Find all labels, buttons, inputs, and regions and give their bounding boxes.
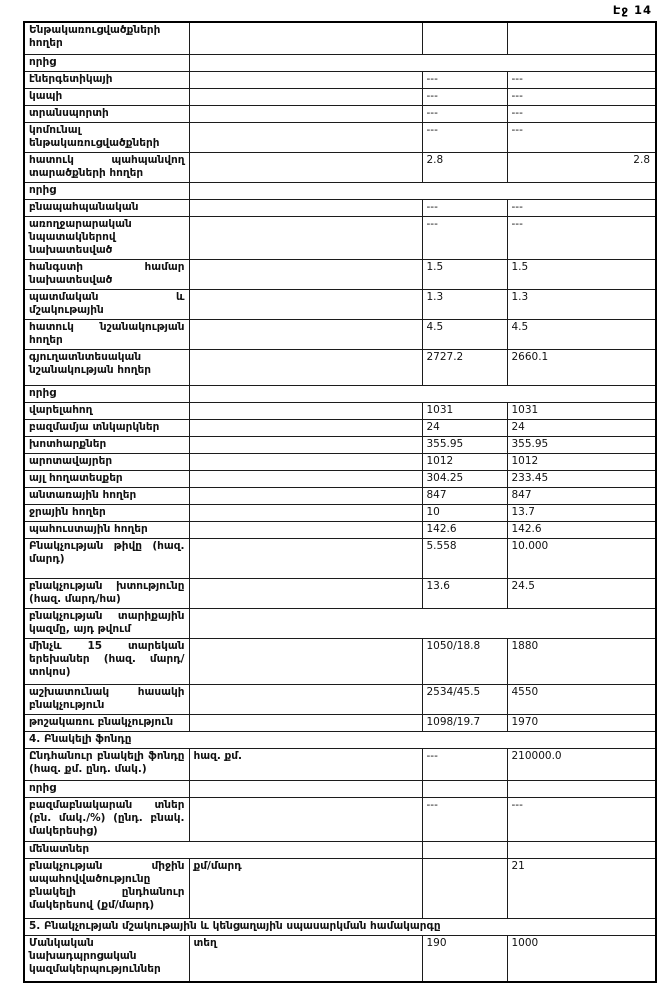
value1-cell: 847 — [422, 488, 507, 505]
row-label-cell: պահուստային հողեր — [24, 522, 189, 539]
row-label-cell: առողջարարական նպատակներով նախատեսված — [24, 217, 189, 260]
unit-cell — [189, 22, 422, 55]
table-row — [24, 183, 656, 200]
table-row — [24, 89, 656, 106]
unit-cell — [189, 106, 422, 123]
value2-cell: 24.5 — [507, 579, 656, 609]
row-label-cell: բազմամյա տնկարկներ — [24, 420, 189, 437]
merged-empty-cell — [189, 609, 656, 639]
value2-cell: --- — [507, 217, 656, 260]
value2-cell: --- — [507, 106, 656, 123]
table-row — [24, 781, 656, 798]
table-row — [24, 539, 656, 579]
land-use-document-table — [23, 21, 657, 983]
row-label-cell: բնակչության խտությունը (հազ. մարդ/հա) — [24, 579, 189, 609]
table-body — [24, 22, 656, 982]
row-label-cell: տրանսպորտի — [24, 106, 189, 123]
row-label-cell: պատմական և մշակութային — [24, 290, 189, 320]
value1-cell: 2534/45.5 — [422, 685, 507, 715]
value2-cell: --- — [507, 123, 656, 153]
unit-cell — [189, 89, 422, 106]
unit-cell — [189, 437, 422, 454]
value1-cell: 190 — [422, 936, 507, 983]
value1-cell: --- — [422, 123, 507, 153]
row-label-cell: որից — [24, 183, 189, 200]
table-row — [24, 72, 656, 89]
value1-cell — [422, 842, 507, 859]
row-label-cell: վարելահող — [24, 403, 189, 420]
value1-cell — [422, 859, 507, 919]
row-label-cell: բնապահպանական — [24, 200, 189, 217]
unit-cell — [189, 579, 422, 609]
value1-cell: 2.8 — [422, 153, 507, 183]
value2-cell: 1.5 — [507, 260, 656, 290]
row-label-cell: բնակչության տարիքային կազմը, այդ թվում — [24, 609, 189, 639]
unit-cell — [189, 454, 422, 471]
table-row — [24, 260, 656, 290]
table-row — [24, 609, 656, 639]
value1-cell: --- — [422, 89, 507, 106]
table-row — [24, 55, 656, 72]
table-row — [24, 290, 656, 320]
value2-cell: --- — [507, 798, 656, 842]
table-row — [24, 403, 656, 420]
row-label-cell: կոմունալ ենթակառուցվածքների — [24, 123, 189, 153]
unit-cell — [189, 505, 422, 522]
value1-cell — [422, 22, 507, 55]
row-label-cell: որից — [24, 55, 189, 72]
value1-cell: --- — [422, 200, 507, 217]
unit-cell — [189, 200, 422, 217]
table-row — [24, 842, 656, 859]
table-row — [24, 217, 656, 260]
row-label-cell: մենատներ — [24, 842, 422, 859]
row-label-cell: Ընդհանուր բնակելի ֆոնդը (հազ. քմ. ընդ. մակ.) — [24, 749, 189, 781]
value1-cell: 355.95 — [422, 437, 507, 454]
value1-cell: --- — [422, 72, 507, 89]
row-label-cell: Բնակչության թիվը (հազ. մարդ) — [24, 539, 189, 579]
unit-cell: տեղ — [189, 936, 422, 983]
unit-cell — [189, 217, 422, 260]
table-row — [24, 715, 656, 732]
row-label-cell: Մանկական նախադպրոցական կազմակերպություններ — [24, 936, 189, 983]
row-label-cell: բազմաբնակարան տներ (բն. մակ./%) (ընդ. բնակ. մակերեսից) — [24, 798, 189, 842]
row-label-cell: որից — [24, 386, 189, 403]
value2-cell: --- — [507, 200, 656, 217]
unit-cell — [189, 522, 422, 539]
table-row — [24, 488, 656, 505]
value1-cell: 24 — [422, 420, 507, 437]
table-row — [24, 749, 656, 781]
value2-cell — [507, 22, 656, 55]
table-row — [24, 579, 656, 609]
table-row — [24, 919, 656, 936]
value1-cell: 1.3 — [422, 290, 507, 320]
table-row — [24, 859, 656, 919]
row-label-cell: հանգստի համար նախատեսված — [24, 260, 189, 290]
row-label-cell: հատուկ պահպանվող տարածքների հողեր — [24, 153, 189, 183]
value1-cell: 1050/18.8 — [422, 639, 507, 685]
table-row — [24, 471, 656, 488]
table-row — [24, 153, 656, 183]
page-number: Էջ 14 — [612, 3, 652, 17]
unit-cell — [189, 488, 422, 505]
table-row — [24, 437, 656, 454]
value2-cell: 1880 — [507, 639, 656, 685]
unit-cell — [189, 471, 422, 488]
table-row — [24, 386, 656, 403]
value1-cell: --- — [422, 217, 507, 260]
row-label-cell: այլ հողատեսքեր — [24, 471, 189, 488]
value1-cell: 10 — [422, 505, 507, 522]
unit-cell — [189, 72, 422, 89]
table-row — [24, 522, 656, 539]
value2-cell: 1970 — [507, 715, 656, 732]
row-label-cell: ջրային հողեր — [24, 505, 189, 522]
row-label-cell: գյուղատնտեսական նշանակության հողեր — [24, 350, 189, 386]
value1-cell: --- — [422, 749, 507, 781]
value2-cell: 210000.0 — [507, 749, 656, 781]
row-label-cell: աշխատունակ հասակի բնակչություն — [24, 685, 189, 715]
value1-cell: 304.25 — [422, 471, 507, 488]
section-header-cell: 5. Բնակչության մշակութային և կենցաղային սպասարկման համակարգը — [24, 919, 656, 936]
row-label-cell: Ենթակառուցվածքների հողեր — [24, 22, 189, 55]
table-row — [24, 639, 656, 685]
merged-empty-cell — [189, 386, 656, 403]
value1-cell: 5.558 — [422, 539, 507, 579]
unit-cell — [189, 420, 422, 437]
unit-cell — [189, 123, 422, 153]
unit-cell — [189, 639, 422, 685]
table-row — [24, 200, 656, 217]
value2-cell: 13.7 — [507, 505, 656, 522]
value2-cell: 4550 — [507, 685, 656, 715]
value2-cell: 2660.1 — [507, 350, 656, 386]
unit-cell — [189, 685, 422, 715]
table-row — [24, 798, 656, 842]
value1-cell: --- — [422, 798, 507, 842]
value1-cell: 1.5 — [422, 260, 507, 290]
row-label-cell: թոշակառու բնակչություն — [24, 715, 189, 732]
value1-cell — [422, 781, 507, 798]
value2-cell: --- — [507, 72, 656, 89]
table-row — [24, 320, 656, 350]
value1-cell: 1012 — [422, 454, 507, 471]
merged-empty-cell — [189, 55, 656, 72]
row-label-cell: կապի — [24, 89, 189, 106]
table-row — [24, 123, 656, 153]
section-header-cell: 4. Բնակելի ֆոնդը — [24, 732, 656, 749]
value2-cell: 21 — [507, 859, 656, 919]
value2-cell: 355.95 — [507, 437, 656, 454]
table-row — [24, 350, 656, 386]
row-label-cell: անտառային հողեր — [24, 488, 189, 505]
value1-cell: 142.6 — [422, 522, 507, 539]
unit-cell — [189, 798, 422, 842]
value1-cell: 4.5 — [422, 320, 507, 350]
value1-cell: 13.6 — [422, 579, 507, 609]
row-label-cell: էներգետիկայի — [24, 72, 189, 89]
row-label-cell: խոտհարքներ — [24, 437, 189, 454]
value2-cell: --- — [507, 89, 656, 106]
unit-cell — [189, 539, 422, 579]
unit-cell — [189, 715, 422, 732]
unit-cell — [189, 290, 422, 320]
value1-cell: --- — [422, 106, 507, 123]
unit-cell — [189, 781, 422, 798]
value2-cell: 2.8 — [507, 153, 656, 183]
row-label-cell: հատուկ նշանակության հողեր — [24, 320, 189, 350]
unit-cell — [189, 153, 422, 183]
value1-cell: 1098/19.7 — [422, 715, 507, 732]
unit-cell — [189, 403, 422, 420]
table-row — [24, 732, 656, 749]
row-label-cell: մինչև 15 տարեկան երեխաներ (հազ. մարդ/տոկոս) — [24, 639, 189, 685]
value2-cell: 1.3 — [507, 290, 656, 320]
value2-cell: 24 — [507, 420, 656, 437]
value2-cell: 847 — [507, 488, 656, 505]
value2-cell: 1012 — [507, 454, 656, 471]
row-label-cell: բնակչության միջին ապահովվածությունը բնակելի ընդհանուր մակերեսով (քմ/մարդ) — [24, 859, 189, 919]
value2-cell: 233.45 — [507, 471, 656, 488]
table-row — [24, 936, 656, 983]
row-label-cell: արոտավայրեր — [24, 454, 189, 471]
value2-cell: 4.5 — [507, 320, 656, 350]
unit-cell — [189, 260, 422, 290]
table-row — [24, 22, 656, 55]
unit-cell — [189, 350, 422, 386]
value2-cell: 142.6 — [507, 522, 656, 539]
row-label-cell: որից — [24, 781, 189, 798]
value2-cell — [507, 781, 656, 798]
value2-cell: 1031 — [507, 403, 656, 420]
table-row — [24, 505, 656, 522]
unit-cell: հազ. քմ. — [189, 749, 422, 781]
unit-cell: քմ/մարդ — [189, 859, 422, 919]
value2-cell: 10.000 — [507, 539, 656, 579]
table-row — [24, 685, 656, 715]
unit-cell — [189, 320, 422, 350]
value1-cell: 2727.2 — [422, 350, 507, 386]
table-row — [24, 106, 656, 123]
merged-empty-cell — [189, 183, 656, 200]
table-row — [24, 420, 656, 437]
value2-cell — [507, 842, 656, 859]
table-row — [24, 454, 656, 471]
value1-cell: 1031 — [422, 403, 507, 420]
value2-cell: 1000 — [507, 936, 656, 983]
